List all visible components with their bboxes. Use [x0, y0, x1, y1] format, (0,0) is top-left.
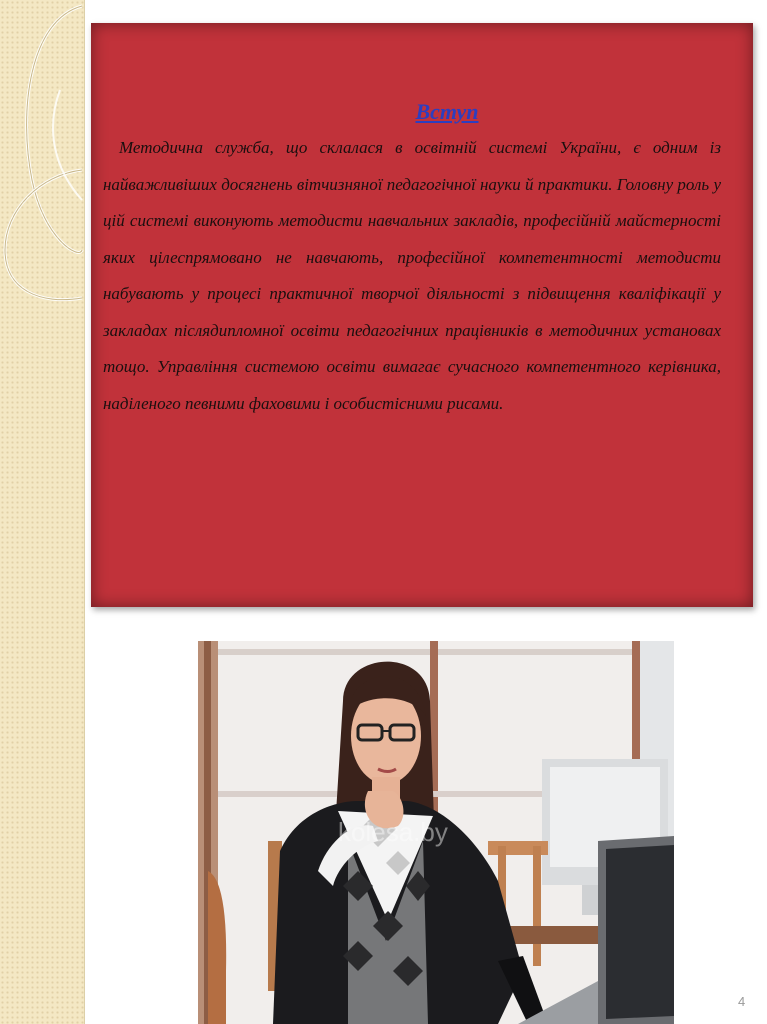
decorative-side-strip [0, 0, 85, 1024]
swirl-ornament [0, 0, 84, 320]
slide-title: Вступ [415, 99, 479, 124]
page-number: 4 [738, 994, 746, 1009]
intro-text-panel [91, 23, 753, 607]
slide-body-text: Методична служба, що склалася в освітній системі України, є одним із найважливіших досягнень вітчизняної педагогічної науки й практики. Головну роль у цій системі виконують методисти навчальних закладів, професійній майстерності яких цілеспрямовано не навчають, професійної компетентності методисти набувають у процесі практичної творчої діяльності з підвищення кваліфікації у закладах післядипломної освіти педагогічних працівників в методичних установах тощо. Управління системою освіти вимагає сучасного компетентного керівника, наділеного певними фаховими і особистісними рисами. [103, 138, 721, 413]
teacher-photo [198, 641, 674, 1024]
photo-watermark: kolesa.by [338, 817, 448, 847]
